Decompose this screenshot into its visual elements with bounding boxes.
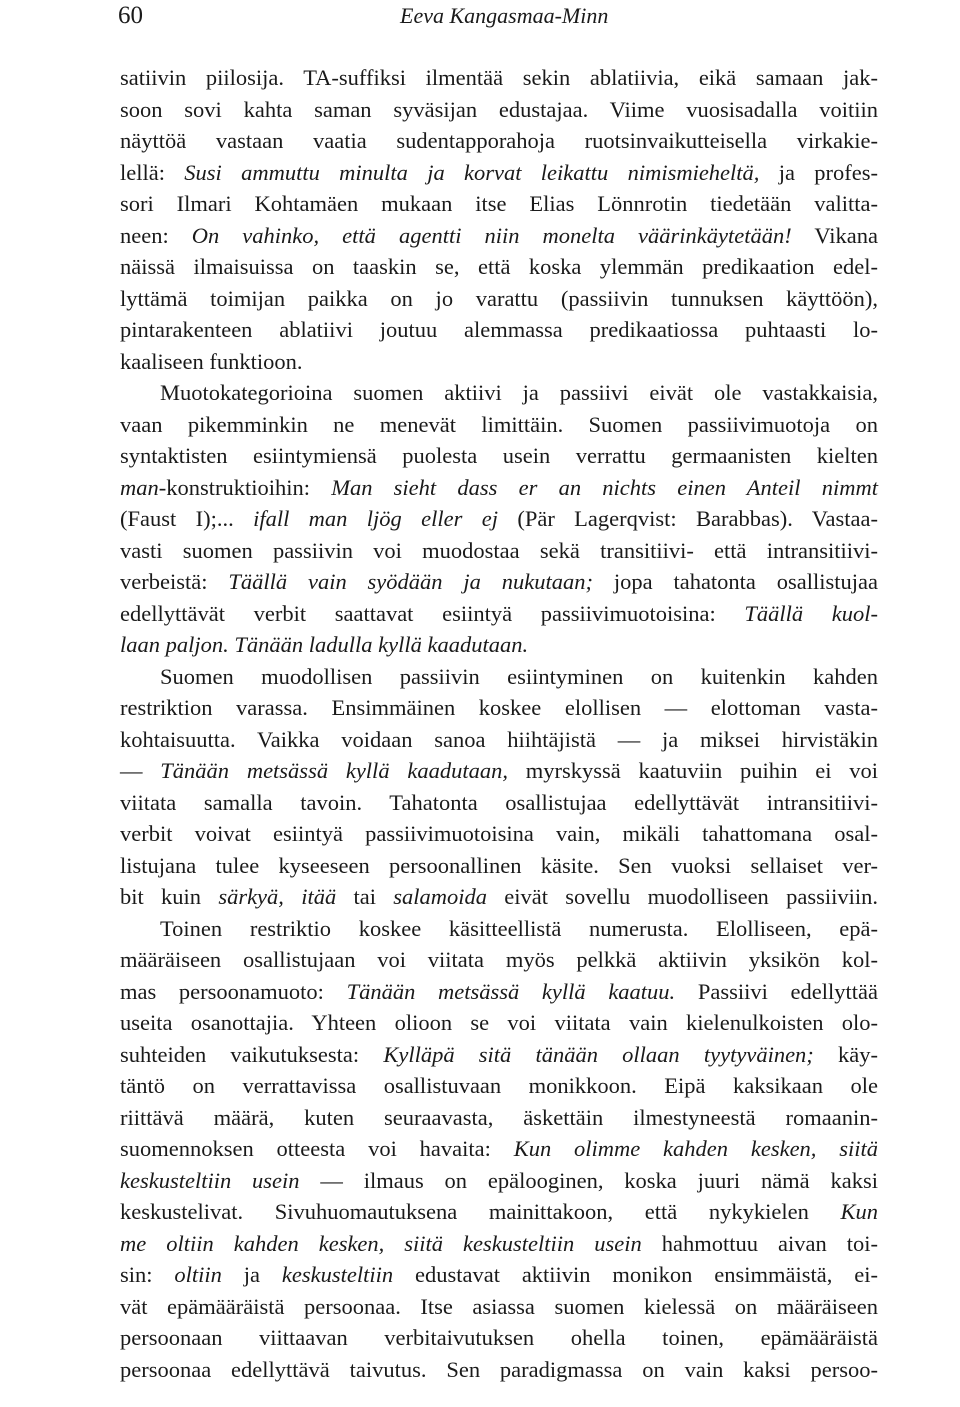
italic-example: oltiin	[174, 1262, 222, 1287]
text-line	[120, 157, 878, 189]
italic-example: Man sieht dass er an nichts einen Anteil nimmt	[331, 474, 878, 500]
text-line	[120, 976, 878, 1008]
text-line	[120, 1228, 878, 1260]
text-line	[120, 409, 878, 441]
italic-example: keskusteltiin usein	[120, 1167, 300, 1193]
italic-example: Täällä kuol-	[744, 600, 879, 626]
text-segment: restriktion varassa. Ensimmäinen koskee elollisen — elottoman vasta-	[120, 695, 878, 720]
italic-example: ifall man ljög eller ej	[253, 506, 498, 531]
text-segment: eivät sovellu muodolliseen passiiviin.	[487, 884, 878, 909]
text-segment: -konstruktioihin:	[158, 474, 332, 500]
text-segment: persoonaa edellyttävä taivutus. Sen paradigmassa on vain kaksi persoo-	[120, 1356, 878, 1382]
text-segment: vasti suomen passiivin voi muodostaa sekä transitiivi- että intransitiivi-	[120, 537, 878, 563]
text-segment: täntö on verrattavissa osallistuvaan monikkoon. Eipä kaksikaan ole	[120, 1073, 878, 1098]
text-line	[120, 1291, 878, 1323]
text-segment: lellä:	[120, 159, 185, 185]
text-line	[120, 346, 878, 378]
text-line	[120, 629, 878, 661]
text-line	[120, 377, 878, 409]
text-segment: ja	[221, 1262, 282, 1287]
text-segment: verbeistä:	[120, 569, 229, 594]
italic-example: keskusteltiin	[281, 1262, 394, 1287]
text-segment: — ilmaus on epälooginen, koska juuri nämä kaksi	[299, 1167, 878, 1193]
italic-example: särkyä, itää	[218, 884, 337, 909]
text-segment: edellyttävät verbit saattavat esiintyä passiivimuotoisina:	[120, 600, 745, 626]
text-segment: neen:	[120, 222, 192, 248]
text-line	[120, 503, 878, 535]
italic-example: Kun olimme kahden kesken, siitä	[513, 1136, 878, 1161]
text-line	[120, 62, 878, 94]
text-segment: soon sovi kahta saman syväsijan edustajaa. Viime vuosisadalla voitiin	[120, 96, 878, 122]
text-segment: vaan pikemminkin ne menevät limittäin. Suomen passiivimuotoja on	[120, 411, 878, 437]
text-segment: sori Ilmari Kohtamäen mukaan itse Elias Lönnrotin tiedetään valitta-	[120, 191, 878, 216]
text-segment: Suomen muodollisen passiivin esiintyminen on kuitenkin kahden	[160, 663, 878, 689]
text-line	[120, 692, 878, 724]
text-line	[120, 1070, 878, 1102]
text-segment: syntaktisten esiintymiensä puolesta usein verrattu germaanisten kielten	[120, 443, 878, 468]
text-line	[120, 787, 878, 819]
text-line	[120, 188, 878, 220]
text-segment: jopa tahatonta osallistujaa	[593, 569, 879, 594]
text-segment: mas persoonamuoto:	[120, 978, 347, 1004]
text-line	[120, 661, 878, 693]
text-segment: kohtaisuutta. Vaikka voidaan sanoa hiihtäjistä — ja miksei hirvistäkin	[120, 726, 878, 752]
italic-example: Susi ammuttu minulta ja korvat leikattu nimismieheltä,	[184, 159, 760, 185]
text-line	[120, 944, 878, 976]
text-segment: (Pär Lagerqvist: Barabbas). Vastaa-	[497, 506, 878, 531]
italic-example: Tänään metsässä kyllä kaatuu.	[346, 978, 676, 1004]
text-segment: suomennoksen otteesta voi havaita:	[120, 1136, 514, 1161]
text-line	[120, 440, 878, 472]
italic-example: me oltiin kahden kesken, siitä keskusteltiin usein	[120, 1230, 642, 1256]
text-line	[120, 598, 878, 630]
text-line	[120, 1039, 878, 1071]
text-line	[120, 1165, 878, 1197]
text-segment: Toinen restriktio koskee käsitteellistä numerusta. Elolliseen, epä-	[160, 915, 878, 941]
text-line	[120, 850, 878, 882]
text-segment: verbit voivat esiintyä passiivimuotoisina vain, mikäli tahattomana osal-	[120, 821, 878, 846]
text-line	[120, 724, 878, 756]
text-segment: kaaliseen funktioon.	[120, 348, 303, 374]
text-segment: myrskyssä kaatuviin puihin ei voi	[507, 758, 879, 783]
italic-example: laan paljon. Tänään ladulla kyllä kaadutaan.	[120, 632, 529, 657]
text-line	[120, 881, 878, 913]
text-line	[120, 125, 878, 157]
text-segment: keskustelivat. Sivuhuomautuksena mainittakoon, että nykykielen	[120, 1199, 841, 1224]
text-segment: käy-	[813, 1041, 878, 1067]
italic-example: man	[120, 474, 159, 500]
text-line	[120, 1196, 878, 1228]
text-line	[120, 913, 878, 945]
text-segment: lyttämä toimijan paikka on jo varattu (passiivin tunnuksen käyttöön),	[120, 285, 878, 311]
text-line	[120, 1133, 878, 1165]
text-segment: tai	[336, 884, 394, 909]
text-segment: viitata samalla tavoin. Tahatonta osallistujaa edellyttävät intransitiivi-	[120, 789, 878, 815]
text-segment: useita osanottajia. Yhteen olioon se voi viitata vain kielenulkoisten olo-	[120, 1010, 878, 1035]
text-segment: —	[120, 758, 161, 783]
text-segment: Vikana	[791, 222, 878, 248]
text-line	[120, 472, 878, 504]
text-line	[120, 1354, 878, 1386]
italic-example: Täällä vain syödään ja nukutaan;	[228, 569, 593, 594]
text-segment: riittävä määrä, kuten seuraavasta, äskettäin ilmestyneestä romaanin-	[120, 1104, 878, 1130]
text-segment: vät epämääräistä persoonaa. Itse asiassa suomen kielessä on määräiseen	[120, 1293, 878, 1319]
text-line	[120, 251, 878, 283]
text-line	[120, 818, 878, 850]
text-segment: Muotokategorioina suomen aktiivi ja passiivi eivät ole vastakkaisia,	[160, 380, 878, 405]
text-line	[120, 94, 878, 126]
text-line	[120, 566, 878, 598]
page-number: 60	[118, 2, 143, 29]
text-segment: hahmottuu aivan toi-	[641, 1230, 878, 1256]
text-line	[120, 283, 878, 315]
text-segment: bit kuin	[120, 884, 219, 909]
italic-example: On vahinko, että agentti niin monelta väärinkäytetään!	[191, 222, 792, 248]
text-segment: näissä ilmaisuissa on taaskin se, että koska ylemmän predikaation edel-	[120, 254, 878, 279]
text-segment: Passiivi edellyttää	[675, 978, 878, 1004]
italic-example: Kylläpä sitä tänään ollaan tyytyväinen;	[383, 1041, 814, 1067]
italic-example: Kun	[840, 1199, 878, 1224]
text-segment: edustavat aktiivin monikon ensimmäistä, ei-	[393, 1262, 879, 1287]
text-line	[120, 1007, 878, 1039]
body-text	[120, 62, 878, 1385]
text-line	[120, 1102, 878, 1134]
running-head	[118, 0, 878, 32]
italic-example: Tänään metsässä kyllä kaadutaan,	[160, 758, 508, 783]
text-segment: pintarakenteen ablatiivi joutuu alemmassa predikaatiossa puhtaasti lo-	[120, 317, 878, 342]
text-line	[120, 535, 878, 567]
text-segment: listujana tulee kyseeseen persoonallinen käsite. Sen vuoksi sellaiset ver-	[120, 852, 878, 878]
text-line	[120, 1322, 878, 1354]
text-segment: näyttöä vastaan vaatia sudentapporahoja ruotsinvaikutteisella virkakie-	[120, 128, 878, 153]
text-segment: ja profes-	[759, 159, 878, 185]
text-segment: persoonaan viittaavan verbitaivutuksen ohella toinen, epämääräistä	[120, 1325, 878, 1350]
text-segment: (Faust I);...	[120, 506, 254, 531]
text-line	[120, 755, 878, 787]
text-segment: suhteiden vaikutuksesta:	[120, 1041, 384, 1067]
italic-example: salamoida	[393, 884, 488, 909]
text-segment: sin:	[120, 1262, 175, 1287]
text-line	[120, 220, 878, 252]
text-line	[120, 314, 878, 346]
text-line	[120, 1259, 878, 1291]
running-head-author: Eeva Kangasmaa-Minn	[400, 3, 609, 28]
text-segment: määräiseen osallistujaan voi viitata myös pelkkä aktiivin yksikön kol-	[120, 947, 878, 972]
text-segment: satiivin piilosija. TA-suffiksi ilmentää sekin ablatiivia, eikä samaan jak-	[120, 65, 878, 90]
